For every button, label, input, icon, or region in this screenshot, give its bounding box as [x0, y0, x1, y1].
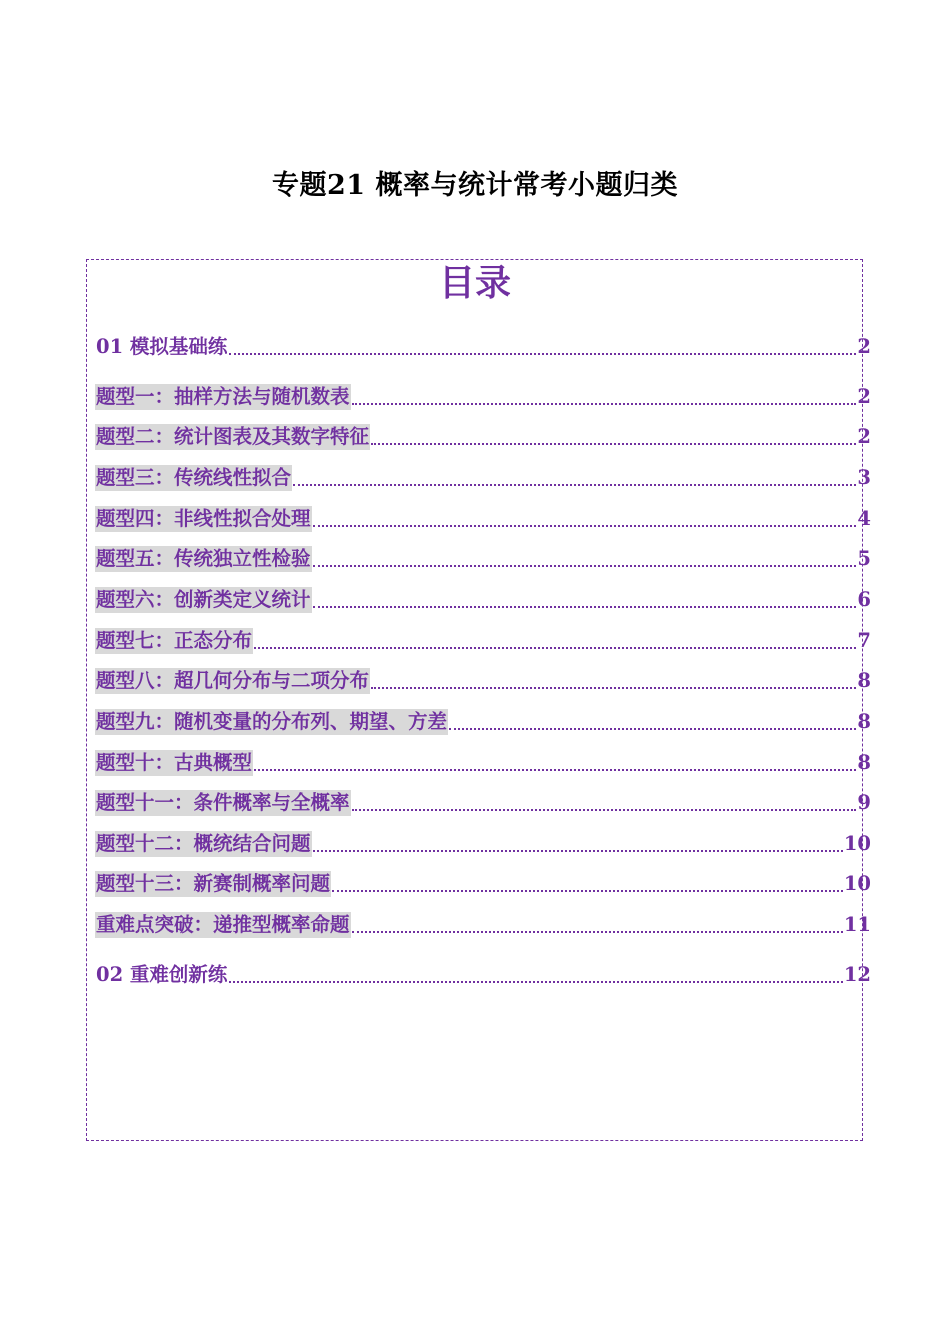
toc-entry-section-1[interactable]: [95, 332, 871, 360]
document-title: 专题21 概率与统计常考小题归类: [272, 170, 678, 201]
toc-entry-type-5[interactable]: [95, 544, 871, 572]
toc-entry-label: 题型四：非线性拟合处理: [96, 507, 311, 530]
dot-leader: [313, 525, 857, 527]
toc-entry-page: 8: [857, 751, 871, 774]
toc-entry-page: 2: [857, 385, 871, 408]
dot-leader: [332, 890, 843, 892]
toc-entry-type-11[interactable]: [95, 788, 871, 816]
dot-leader: [371, 443, 856, 445]
toc-entry-type-9[interactable]: [95, 707, 871, 735]
toc-entry-label: 题型三：传统线性拟合: [96, 466, 292, 489]
toc-entry-type-1[interactable]: [95, 382, 871, 410]
dot-leader: [352, 931, 843, 933]
dot-leader: [371, 687, 856, 689]
toc-entry-label: 题型一：抽样方法与随机数表: [96, 385, 350, 408]
toc-entry-type-13[interactable]: [95, 869, 871, 897]
toc-entry-page: 11: [843, 913, 871, 936]
toc-entry-page: 2: [857, 335, 871, 358]
toc-entry-label: 题型九：随机变量的分布列、期望、方差: [96, 710, 448, 733]
toc-entry-label: 题型五：传统独立性检验: [96, 547, 311, 570]
toc-entry-page: 8: [857, 710, 871, 733]
toc-entry-page: 12: [843, 963, 871, 986]
toc-entry-section-2[interactable]: [95, 960, 871, 988]
toc-entry-label: 题型二：统计图表及其数字特征: [96, 425, 370, 448]
toc-entry-label: 题型十一：条件概率与全概率: [96, 791, 350, 814]
dot-leader: [352, 403, 857, 405]
dot-leader: [229, 981, 842, 983]
toc-entry-label: 题型十：古典概型: [96, 751, 253, 774]
dot-leader: [254, 769, 856, 771]
toc-entry-label: 题型八：超几何分布与二项分布: [96, 669, 370, 692]
toc-entry-type-10[interactable]: [95, 748, 871, 776]
toc-heading: 目录: [438, 263, 511, 304]
toc-entry-page: 3: [857, 466, 871, 489]
toc-entry-label: 02 重难创新练: [96, 963, 228, 986]
toc-entry-label: 题型十二：概统结合问题: [96, 832, 311, 855]
toc-entry-type-12[interactable]: [95, 829, 871, 857]
dot-leader: [254, 647, 856, 649]
toc-entry-label: 题型七：正态分布: [96, 629, 253, 652]
toc-entry-page: 10: [843, 872, 871, 895]
dot-leader: [313, 565, 857, 567]
toc-entry-type-7[interactable]: [95, 626, 871, 654]
toc-entry-page: 2: [857, 425, 871, 448]
toc-entry-key-topic[interactable]: [95, 910, 871, 938]
dot-leader: [229, 353, 856, 355]
toc-entry-type-2[interactable]: [95, 422, 871, 450]
toc-entry-label: 题型十三：新赛制概率问题: [96, 872, 331, 895]
dot-leader: [313, 606, 857, 608]
toc-entry-label: 题型六：创新类定义统计: [96, 588, 311, 611]
dot-leader: [313, 850, 843, 852]
toc-entry-page: 7: [857, 629, 871, 652]
dot-leader: [352, 809, 857, 811]
toc-entry-page: 8: [857, 669, 871, 692]
toc-entry-page: 10: [843, 832, 871, 855]
toc-entry-type-3[interactable]: [95, 463, 871, 491]
toc-entry-page: 6: [857, 588, 871, 611]
toc-entry-page: 4: [857, 507, 871, 530]
dot-leader: [293, 484, 856, 486]
dot-leader: [449, 728, 856, 730]
toc-entry-type-4[interactable]: [95, 504, 871, 532]
toc-entry-type-6[interactable]: [95, 585, 871, 613]
toc-entry-page: 9: [857, 791, 871, 814]
toc-entry-label: 01 模拟基础练: [96, 335, 228, 358]
toc-entry-page: 5: [857, 547, 871, 570]
toc-entry-label: 重难点突破：递推型概率命题: [96, 913, 350, 936]
toc-entry-type-8[interactable]: [95, 666, 871, 694]
